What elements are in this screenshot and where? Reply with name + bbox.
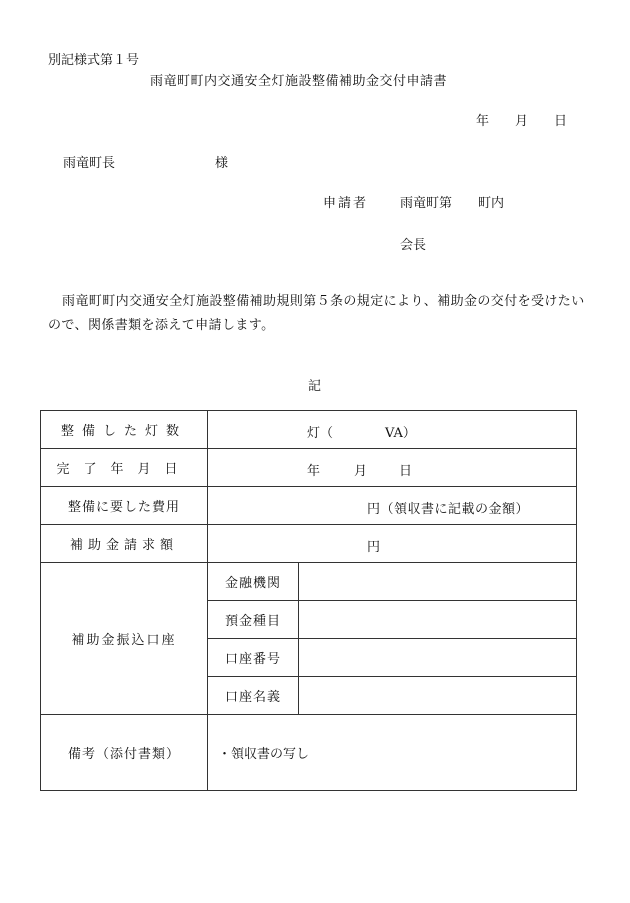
account-label: 補助金振込口座 xyxy=(41,563,208,715)
document-title: 雨竜町町内交通安全灯施設整備補助金交付申請書 xyxy=(150,74,448,89)
account-number-label: 口座番号 xyxy=(208,639,299,677)
addressee-honorific: 様 xyxy=(215,156,229,171)
completion-day: 日 xyxy=(399,464,413,479)
cost-text: 円（領収書に記載の金額） xyxy=(367,502,530,517)
account-bank-label: 金融機関 xyxy=(208,563,299,601)
application-table xyxy=(40,410,577,791)
addressee-name: 雨竜町長 xyxy=(63,156,116,171)
addressee xyxy=(63,152,229,171)
applicant-address: 雨竜町第 町内 xyxy=(400,196,505,211)
row-remarks xyxy=(41,715,577,791)
cost-label: 整備に要した費用 xyxy=(41,487,208,525)
lights-label: 整備した灯数 xyxy=(41,411,208,449)
claim-yen: 円 xyxy=(367,540,381,555)
remarks-label: 備考（添付書類） xyxy=(41,715,208,791)
completion-value[interactable] xyxy=(208,449,577,487)
lights-va: VA） xyxy=(385,426,416,441)
form-number: 別記様式第１号 xyxy=(48,53,140,68)
row-lights xyxy=(41,411,577,449)
account-type-value[interactable] xyxy=(299,601,577,639)
row-account-bank xyxy=(41,563,577,601)
ki-heading: 記 xyxy=(308,379,322,394)
completion-label: 完了年月日 xyxy=(41,449,208,487)
claim-value[interactable] xyxy=(208,525,577,563)
completion-year: 年 xyxy=(307,464,321,479)
body-text: 雨竜町町内交通安全灯施設整備補助規則第５条の規定により、補助金の交付を受けたいので、関係書類を添えて申請します。 xyxy=(48,294,585,333)
remarks-value[interactable]: ・領収書の写し xyxy=(208,715,577,791)
row-cost xyxy=(41,487,577,525)
lights-value[interactable] xyxy=(208,411,577,449)
cost-value[interactable] xyxy=(208,487,577,525)
date-line: 年 月 日 xyxy=(476,114,568,129)
account-holder-value[interactable] xyxy=(299,677,577,715)
account-type-label: 預金種目 xyxy=(208,601,299,639)
row-completion xyxy=(41,449,577,487)
lights-unit: 灯（ xyxy=(307,426,334,441)
claim-label: 補助金請求額 xyxy=(41,525,208,563)
applicant-position: 会長 xyxy=(400,238,427,253)
row-claim xyxy=(41,525,577,563)
account-holder-label: 口座名義 xyxy=(208,677,299,715)
account-bank-value[interactable] xyxy=(299,563,577,601)
applicant-label: 申請者 xyxy=(323,196,369,211)
completion-month: 月 xyxy=(354,464,368,479)
account-number-value[interactable] xyxy=(299,639,577,677)
